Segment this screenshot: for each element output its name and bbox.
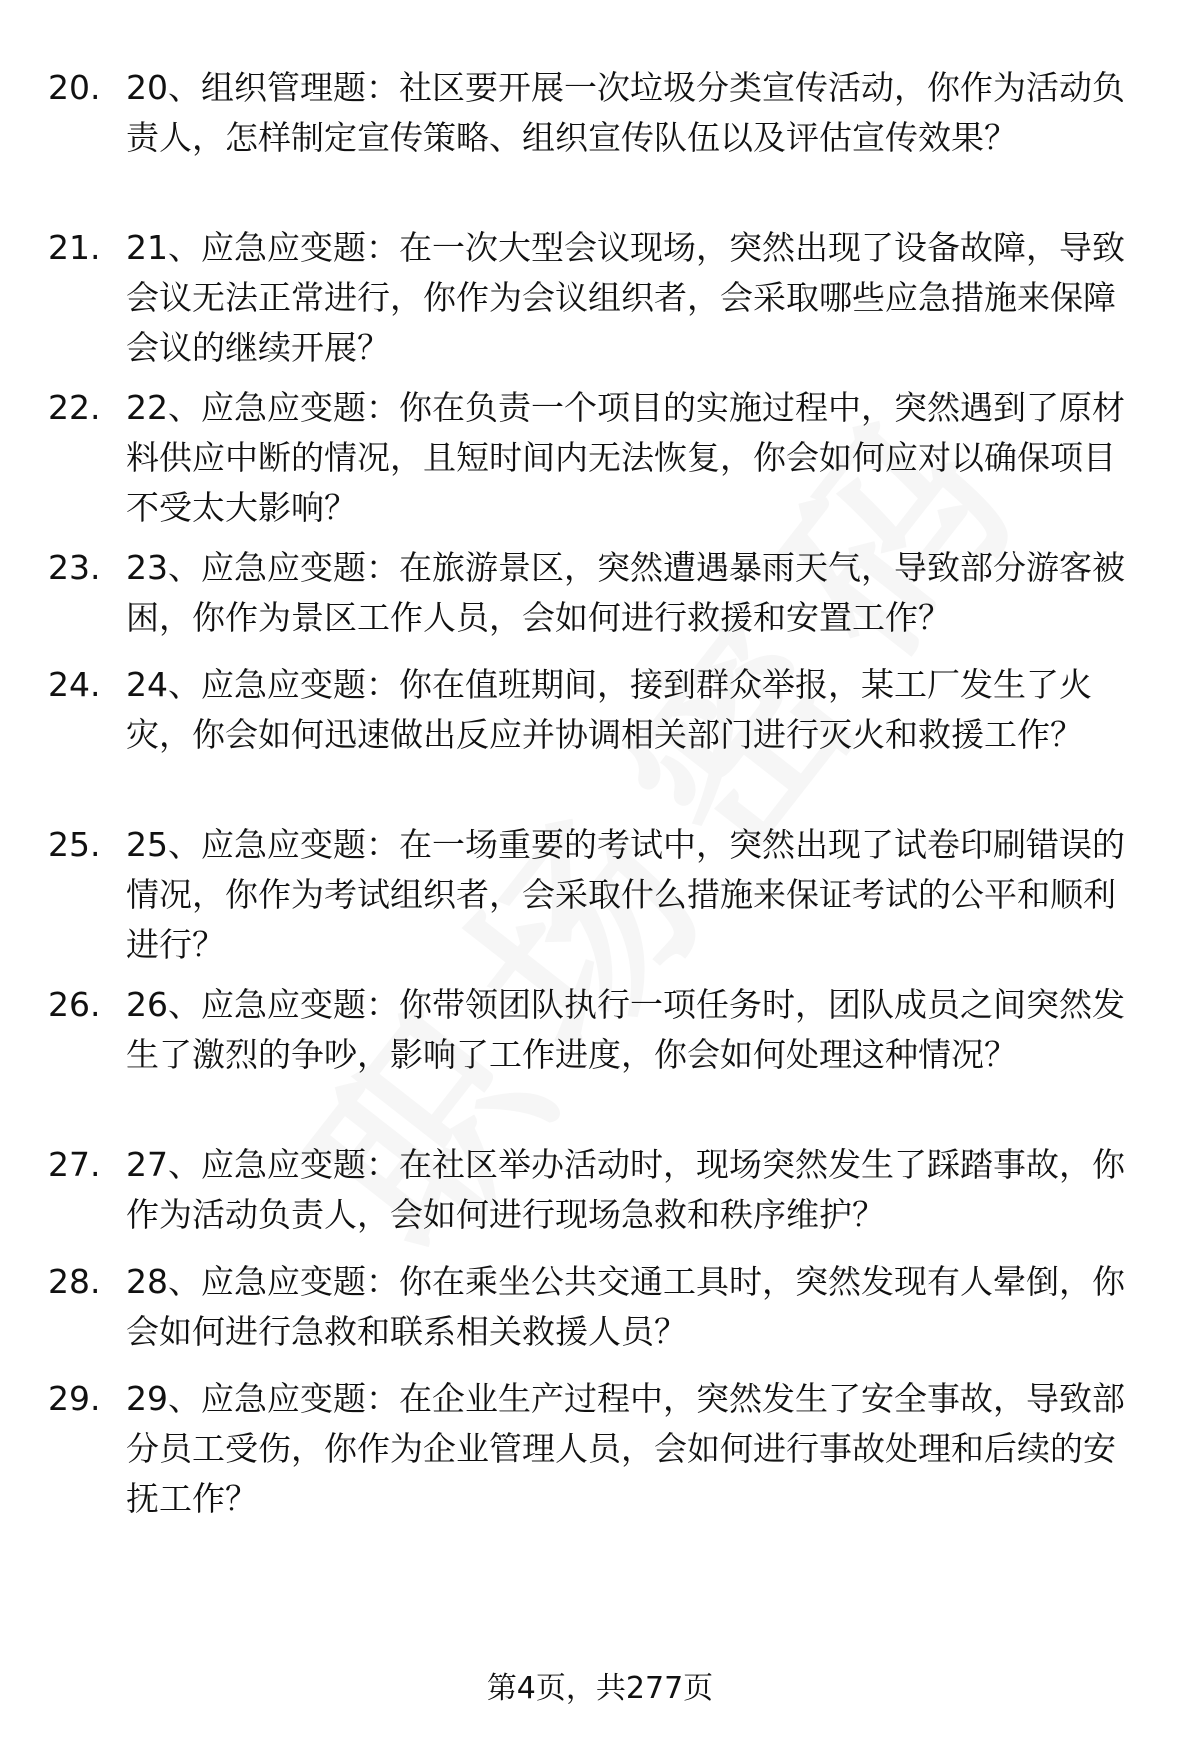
question-number: 24. [48, 665, 101, 704]
question-number: 23. [48, 548, 101, 587]
page-indicator: 第4页，共277页 [486, 1671, 714, 1706]
question-text: 25、应急应变题：在一场重要的考试中，突然出现了试卷印刷错误的情况，你作为考试组织者，会采取什么措施来保证考试的公平和顺利进行？ [126, 825, 1125, 964]
question-text: 20、组织管理题：社区要开展一次垃圾分类宣传活动，你作为活动负责人，怎样制定宣传策略、组织宣传队伍以及评估宣传效果？ [126, 68, 1125, 157]
question-text: 29、应急应变题：在企业生产过程中，突然发生了安全事故，导致部分员工受伤，你作为企业管理人员，会如何进行事故处理和后续的安抚工作？ [126, 1379, 1125, 1518]
question-number: 22. [48, 388, 101, 427]
question-number: 26. [48, 985, 101, 1024]
question-text: 22、应急应变题：你在负责一个项目的实施过程中，突然遇到了原材料供应中断的情况，且短时间内无法恢复，你会如何应对以确保项目不受太大影响？ [126, 388, 1125, 527]
question-number: 20. [48, 68, 101, 107]
question-number: 27. [48, 1145, 101, 1184]
question-number: 25. [48, 825, 101, 864]
question-number: 21. [48, 228, 101, 267]
question-number: 28. [48, 1262, 101, 1301]
question-text: 26、应急应变题：你带领团队执行一项任务时，团队成员之间突然发生了激烈的争吵，影响了工作进度，你会如何处理这种情况？ [126, 985, 1125, 1074]
question-text: 24、应急应变题：你在值班期间，接到群众举报，某工厂发生了火灾，你会如何迅速做出反应并协调相关部门进行灭火和救援工作？ [126, 665, 1092, 754]
question-text: 23、应急应变题：在旅游景区，突然遭遇暴雨天气，导致部分游客被困，你作为景区工作人员，会如何进行救援和安置工作？ [126, 548, 1125, 637]
question-text: 27、应急应变题：在社区举办活动时，现场突然发生了踩踏事故，你作为活动负责人，会如何进行现场急救和秩序维护？ [126, 1145, 1125, 1234]
question-number: 29. [48, 1379, 101, 1418]
question-text: 21、应急应变题：在一次大型会议现场，突然出现了设备故障，导致会议无法正常进行，你作为会议组织者，会采取哪些应急措施来保障会议的继续开展？ [126, 228, 1125, 367]
question-text: 28、应急应变题：你在乘坐公共交通工具时，突然发现有人晕倒，你会如何进行急救和联系相关救援人员？ [126, 1262, 1125, 1351]
